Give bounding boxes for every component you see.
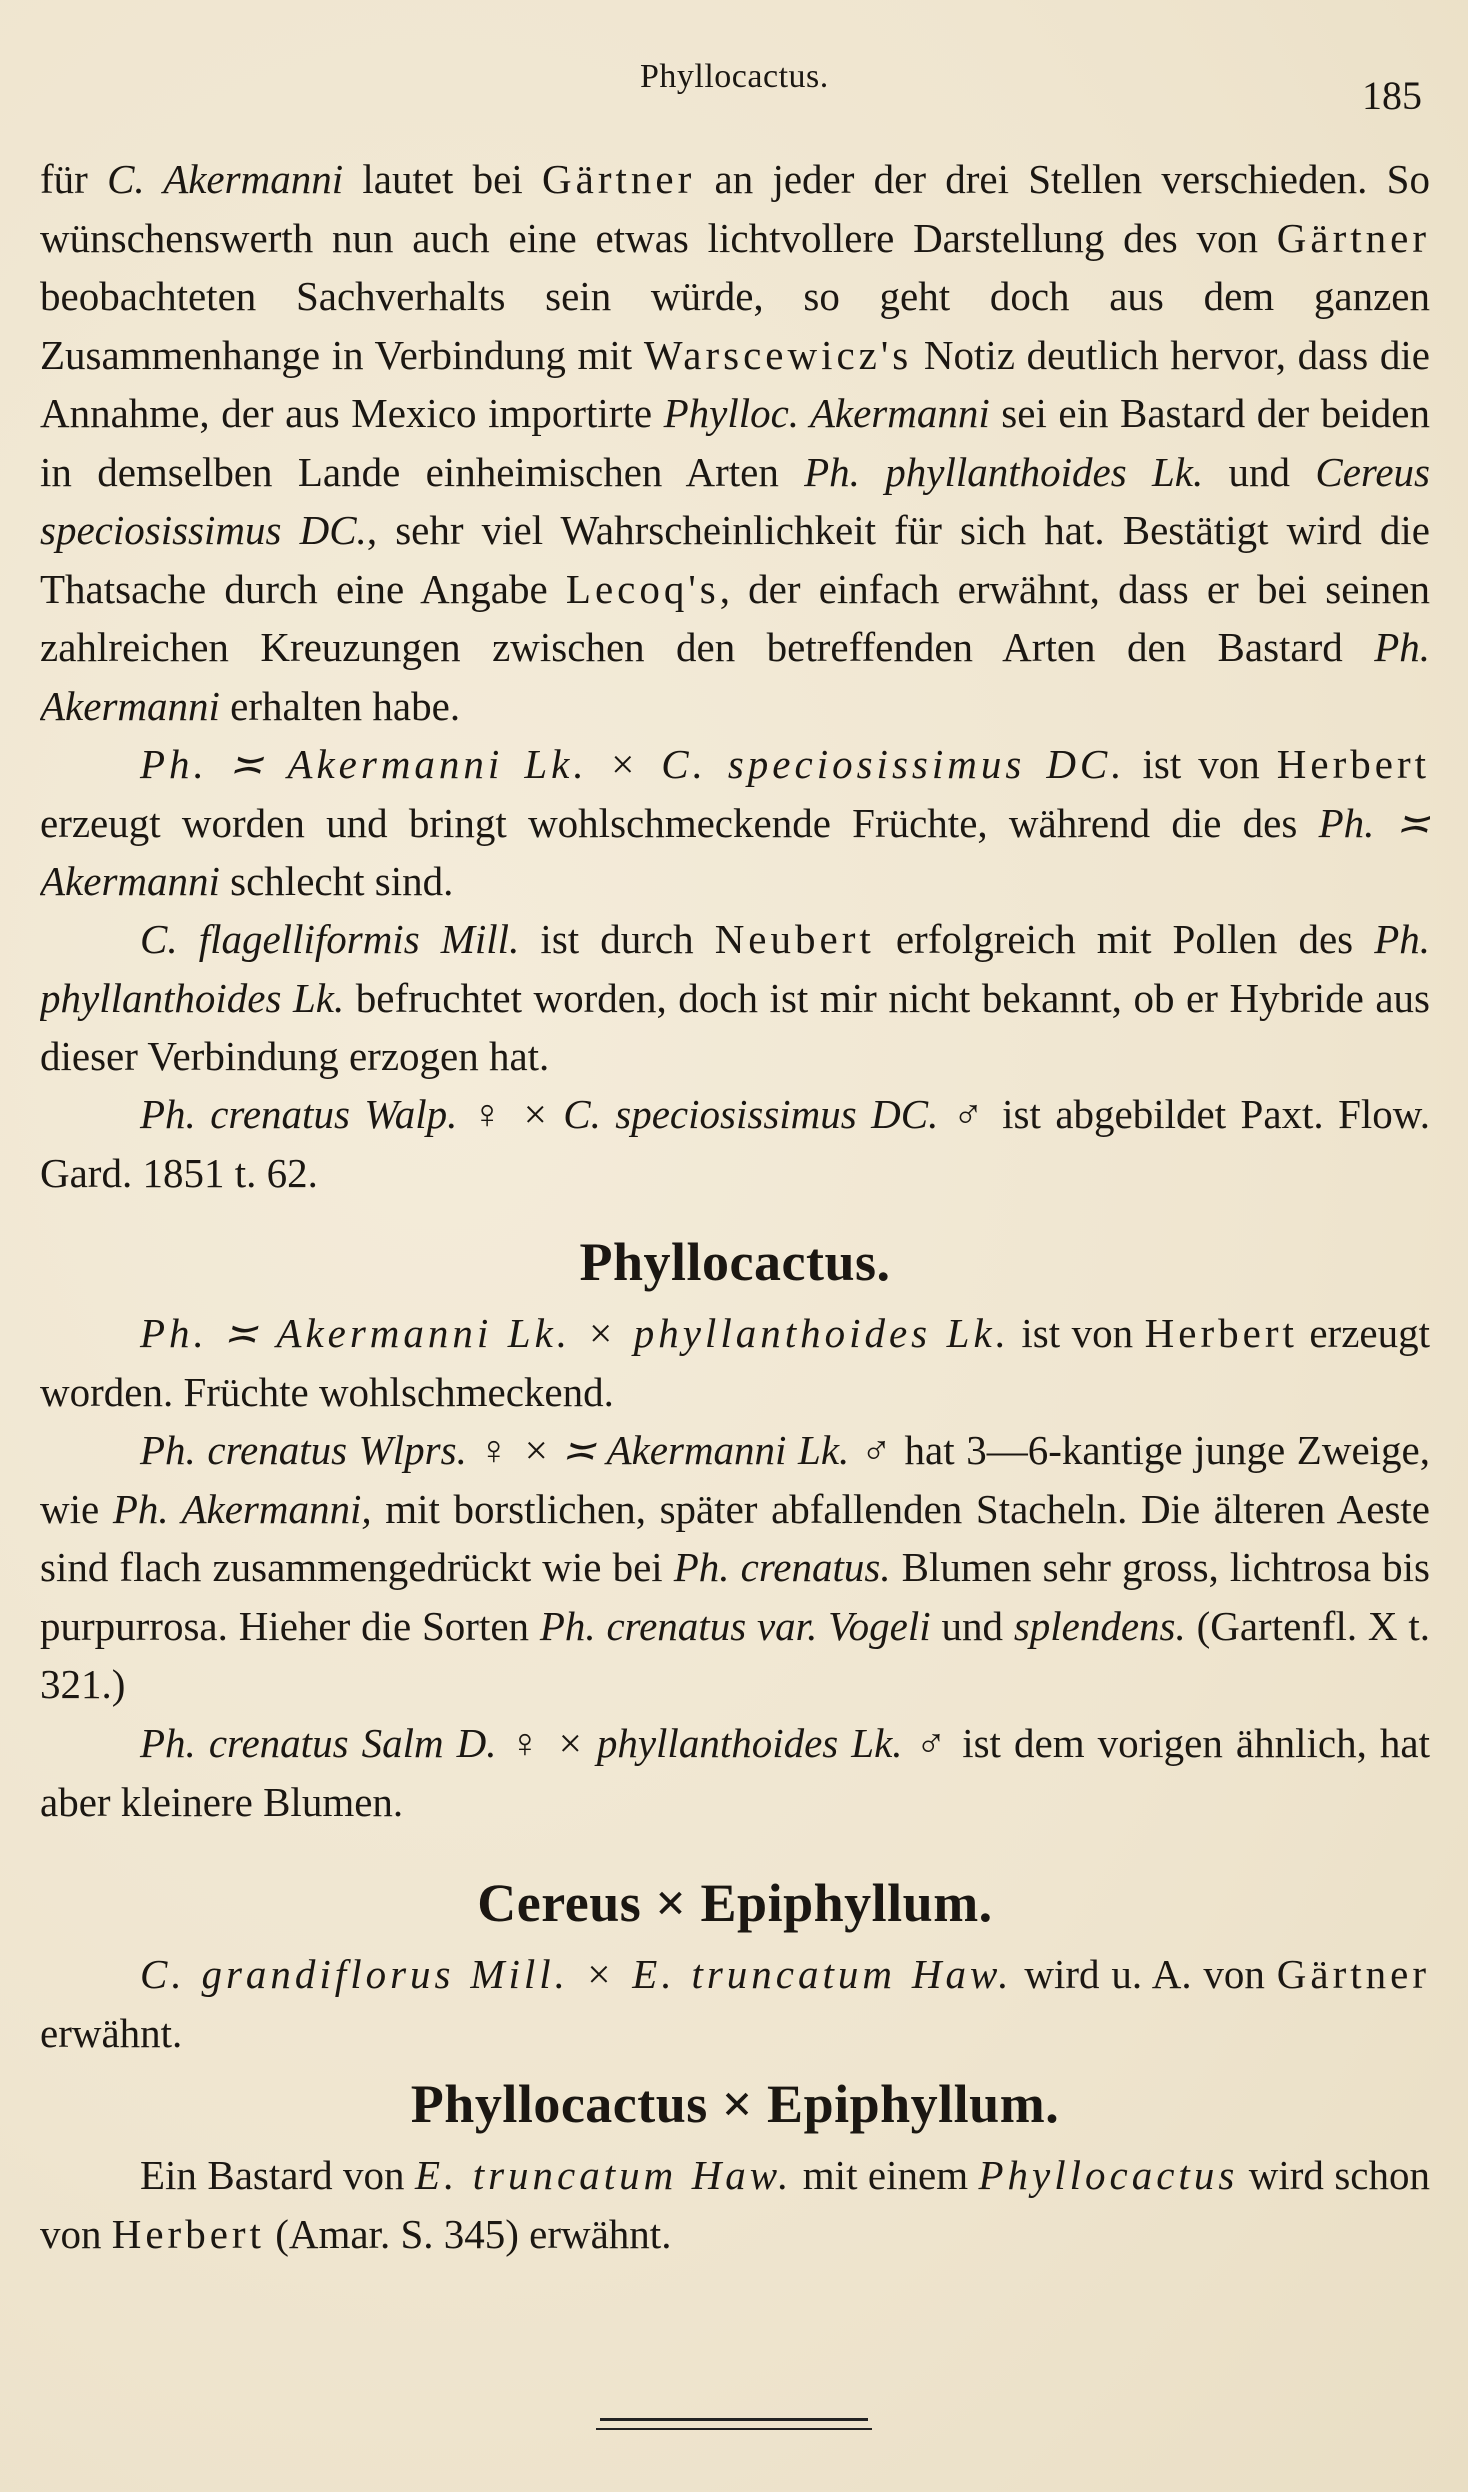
page-number: 185: [1362, 73, 1422, 118]
end-rule-bottom: [596, 2428, 872, 2430]
section-heading-phyllocactus: Phyllocactus.: [579, 1232, 891, 1292]
section-heading-cereus-epiphyllum: Cereus × Epiphyllum.: [477, 1873, 993, 1933]
paragraph-crenatus-walp: Ph. crenatus Walp. ♀ × C. speciosissimus DC. ♂ ist abgebildet Paxt. Flow. Gard. 1851 t. 62.: [40, 1091, 1430, 1196]
running-header: [0, 58, 1468, 118]
section-heading-phyllocactus-epiphyllum: Phyllocactus × Epiphyllum.: [410, 2074, 1060, 2134]
paragraph-akermanni-discussion: für C. Akermanni lautet bei Gärtner an jeder der drei Stellen verschieden. So wünschenswerth nun auch eine etwas lichtvollere Darstellung des von Gärtner beobachteten Sachverhalts sein würde, so geht doch aus dem ganzen Zusammenhange in Verbindung mit Warscewicz's Notiz deutlich hervor, dass die Annahme, der aus Mexico importirte Phylloc. Akermanni sei ein Bastard der beiden in demselben Lande einheimischen Arten Ph. phyllanthoides Lk. und Cereus speciosissimus DC., sehr viel Wahrscheinlichkeit für sich hat. Bestätigt wird die Thatsache durch eine Angabe Lecoq's, der einfach erwähnt, dass er bei seinen zahlreichen Kreuzungen zwischen den betreffenden Arten den Bastard Ph. Akermanni erhalten habe.: [40, 156, 1430, 729]
paragraph-crenatus-wlprs: Ph. crenatus Wlprs. ♀ × ≍ Akermanni Lk. ♂ hat 3—6-kantige junge Zweige, wie Ph. Akermanni, mit borstlichen, später abfallenden Stacheln. Die älteren Aeste sind flach zusammengedrückt wie bei Ph. crenatus. Blumen sehr gross, lichtrosa bis purpurrosa. Hieher die Sorten Ph. crenatus var. Vogeli und splendens. (Gartenfl. X t. 321.): [40, 1427, 1430, 1707]
paragraph-flagelliformis: C. flagelliformis Mill. ist durch Neubert erfolgreich mit Pollen des Ph. phyllanthoides Lk. befruchtet worden, doch ist mir nicht bekannt, ob er Hybride aus dieser Verbindung erzogen hat.: [40, 916, 1430, 1079]
paragraph-akermanni-phyllanthoides: Ph. ≍ Akermanni Lk. × phyllanthoides Lk. ist von Herbert erzeugt worden. Früchte wohlschmeckend.: [40, 1310, 1430, 1415]
paragraph-grandiflorus: C. grandiflorus Mill. × E. truncatum Haw. wird u. A. von Gärtner erwähnt.: [40, 1951, 1430, 2056]
running-title: Phyllocactus.: [640, 58, 829, 95]
page-body: [40, 150, 1430, 2263]
paragraph-crenatus-salm: Ph. crenatus Salm D. ♀ × phyllanthoides Lk. ♂ ist dem vorigen ähnlich, hat aber kleinere Blumen.: [40, 1720, 1430, 1825]
end-rule-top: [600, 2418, 868, 2421]
paragraph-bastard-truncatum: Ein Bastard von E. truncatum Haw. mit einem Phyllocactus wird schon von Herbert (Amar. S. 345) erwähnt.: [40, 2152, 1430, 2257]
paragraph-akermanni-speciosissimus: Ph. ≍ Akermanni Lk. × C. speciosissimus DC. ist von Herbert erzeugt worden und bringt wohlschmeckende Früchte, während die des Ph. ≍ Akermanni schlecht sind.: [40, 741, 1430, 904]
